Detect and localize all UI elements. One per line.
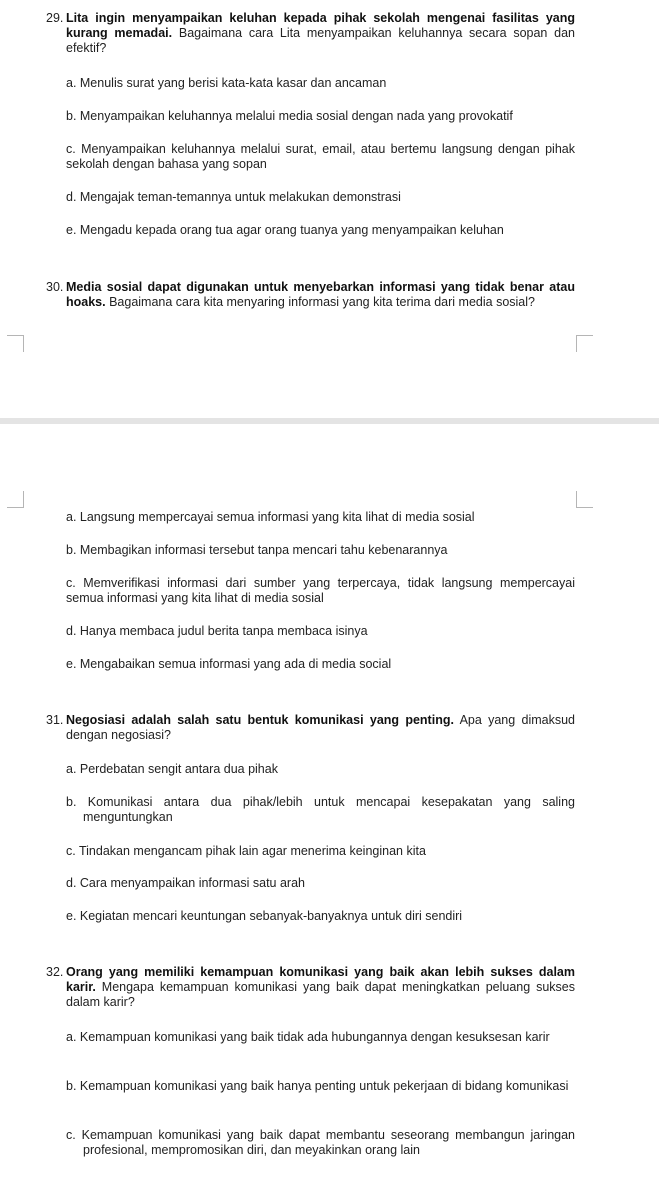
question-rest-text: Bagaimana cara kita menyaring informasi yang kita terima dari media sosial? (105, 295, 535, 309)
question-text (66, 280, 575, 310)
option-29-a[interactable]: a. Menulis surat yang berisi kata-kata kasar dan ancaman (66, 76, 387, 90)
question-bold-text: Negosiasi adalah salah satu bentuk komunikasi yang penting. (66, 713, 454, 727)
question-31 (46, 713, 575, 743)
option-32-b[interactable]: b. Kemampuan komunikasi yang baik hanya penting untuk pekerjaan di bidang komunikasi (66, 1079, 569, 1093)
question-number: 31. (46, 713, 64, 727)
question-bold-text: Lita ingin menyampaikan keluhan kepada pihak sekolah mengenai fasilitas yang kurang memadai. (66, 11, 575, 40)
question-29 (46, 11, 575, 56)
page-top (0, 0, 659, 418)
option-32-c[interactable]: c. Kemampuan komunikasi yang baik dapat membantu seseorang membangun jaringan profesional, mempromosikan diri, dan meyakinkan orang lain (66, 1128, 575, 1157)
question-rest-text: Bagaimana cara Lita menyampaikan keluhannya secara sopan dan efektif? (66, 26, 575, 55)
option-30-c[interactable]: c. Memverifikasi informasi dari sumber yang terpercaya, tidak langsung mempercayai semua informasi yang kita lihat di media sosial (66, 576, 575, 605)
page-corner-mark-bottom-right (576, 335, 593, 352)
option-29-e[interactable]: e. Mengadu kepada orang tua agar orang tuanya yang menyampaikan keluhan (66, 223, 504, 237)
page-corner-mark-bottom-left (7, 335, 24, 352)
question-rest-text: Mengapa kemampuan komunikasi yang baik dapat meningkatkan peluang sukses dalam karir? (66, 980, 575, 1009)
option-29-d[interactable]: d. Mengajak teman-temannya untuk melakukan demonstrasi (66, 190, 401, 204)
option-30-d[interactable]: d. Hanya membaca judul berita tanpa membaca isinya (66, 624, 368, 638)
option-30-b[interactable]: b. Membagikan informasi tersebut tanpa mencari tahu kebenarannya (66, 543, 448, 557)
question-text (66, 713, 575, 743)
question-bold-text: Media sosial dapat digunakan untuk menyebarkan informasi yang tidak benar atau hoaks. (66, 280, 575, 309)
question-number: 30. (46, 280, 64, 294)
option-29-c[interactable]: c. Menyampaikan keluhannya melalui surat, email, atau bertemu langsung dengan pihak sekolah dengan bahasa yang sopan (66, 142, 575, 171)
option-31-d[interactable]: d. Cara menyampaikan informasi satu arah (66, 876, 306, 890)
question-number: 29. (46, 11, 64, 25)
option-30-a[interactable]: a. Langsung mempercayai semua informasi yang kita lihat di media sosial (66, 510, 475, 524)
page-corner-mark-top-left (7, 491, 24, 508)
option-29-b[interactable]: b. Menyampaikan keluhannya melalui media sosial dengan nada yang provokatif (66, 109, 513, 123)
page-corner-mark-top-right (576, 491, 593, 508)
question-bold-text: Orang yang memiliki kemampuan komunikasi yang baik akan lebih sukses dalam karir. (66, 965, 575, 994)
question-text (66, 11, 575, 56)
option-32-a[interactable]: a. Kemampuan komunikasi yang baik tidak ada hubungannya dengan kesuksesan karir (66, 1030, 550, 1044)
option-31-b[interactable]: b. Komunikasi antara dua pihak/lebih untuk mencapai kesepakatan yang saling menguntungkan (66, 795, 575, 824)
question-rest-text: Apa yang dimaksud dengan negosiasi? (66, 713, 576, 742)
option-30-e[interactable]: e. Mengabaikan semua informasi yang ada di media social (66, 657, 392, 671)
question-text (66, 965, 575, 1010)
option-31-e[interactable]: e. Kegiatan mencari keuntungan sebanyak-banyaknya untuk diri sendiri (66, 909, 463, 923)
question-30 (46, 280, 575, 310)
option-31-a[interactable]: a. Perdebatan sengit antara dua pihak (66, 762, 278, 776)
question-number: 32. (46, 965, 64, 979)
option-31-c[interactable]: c. Tindakan mengancam pihak lain agar menerima keinginan kita (66, 844, 426, 858)
question-32 (46, 965, 575, 1010)
